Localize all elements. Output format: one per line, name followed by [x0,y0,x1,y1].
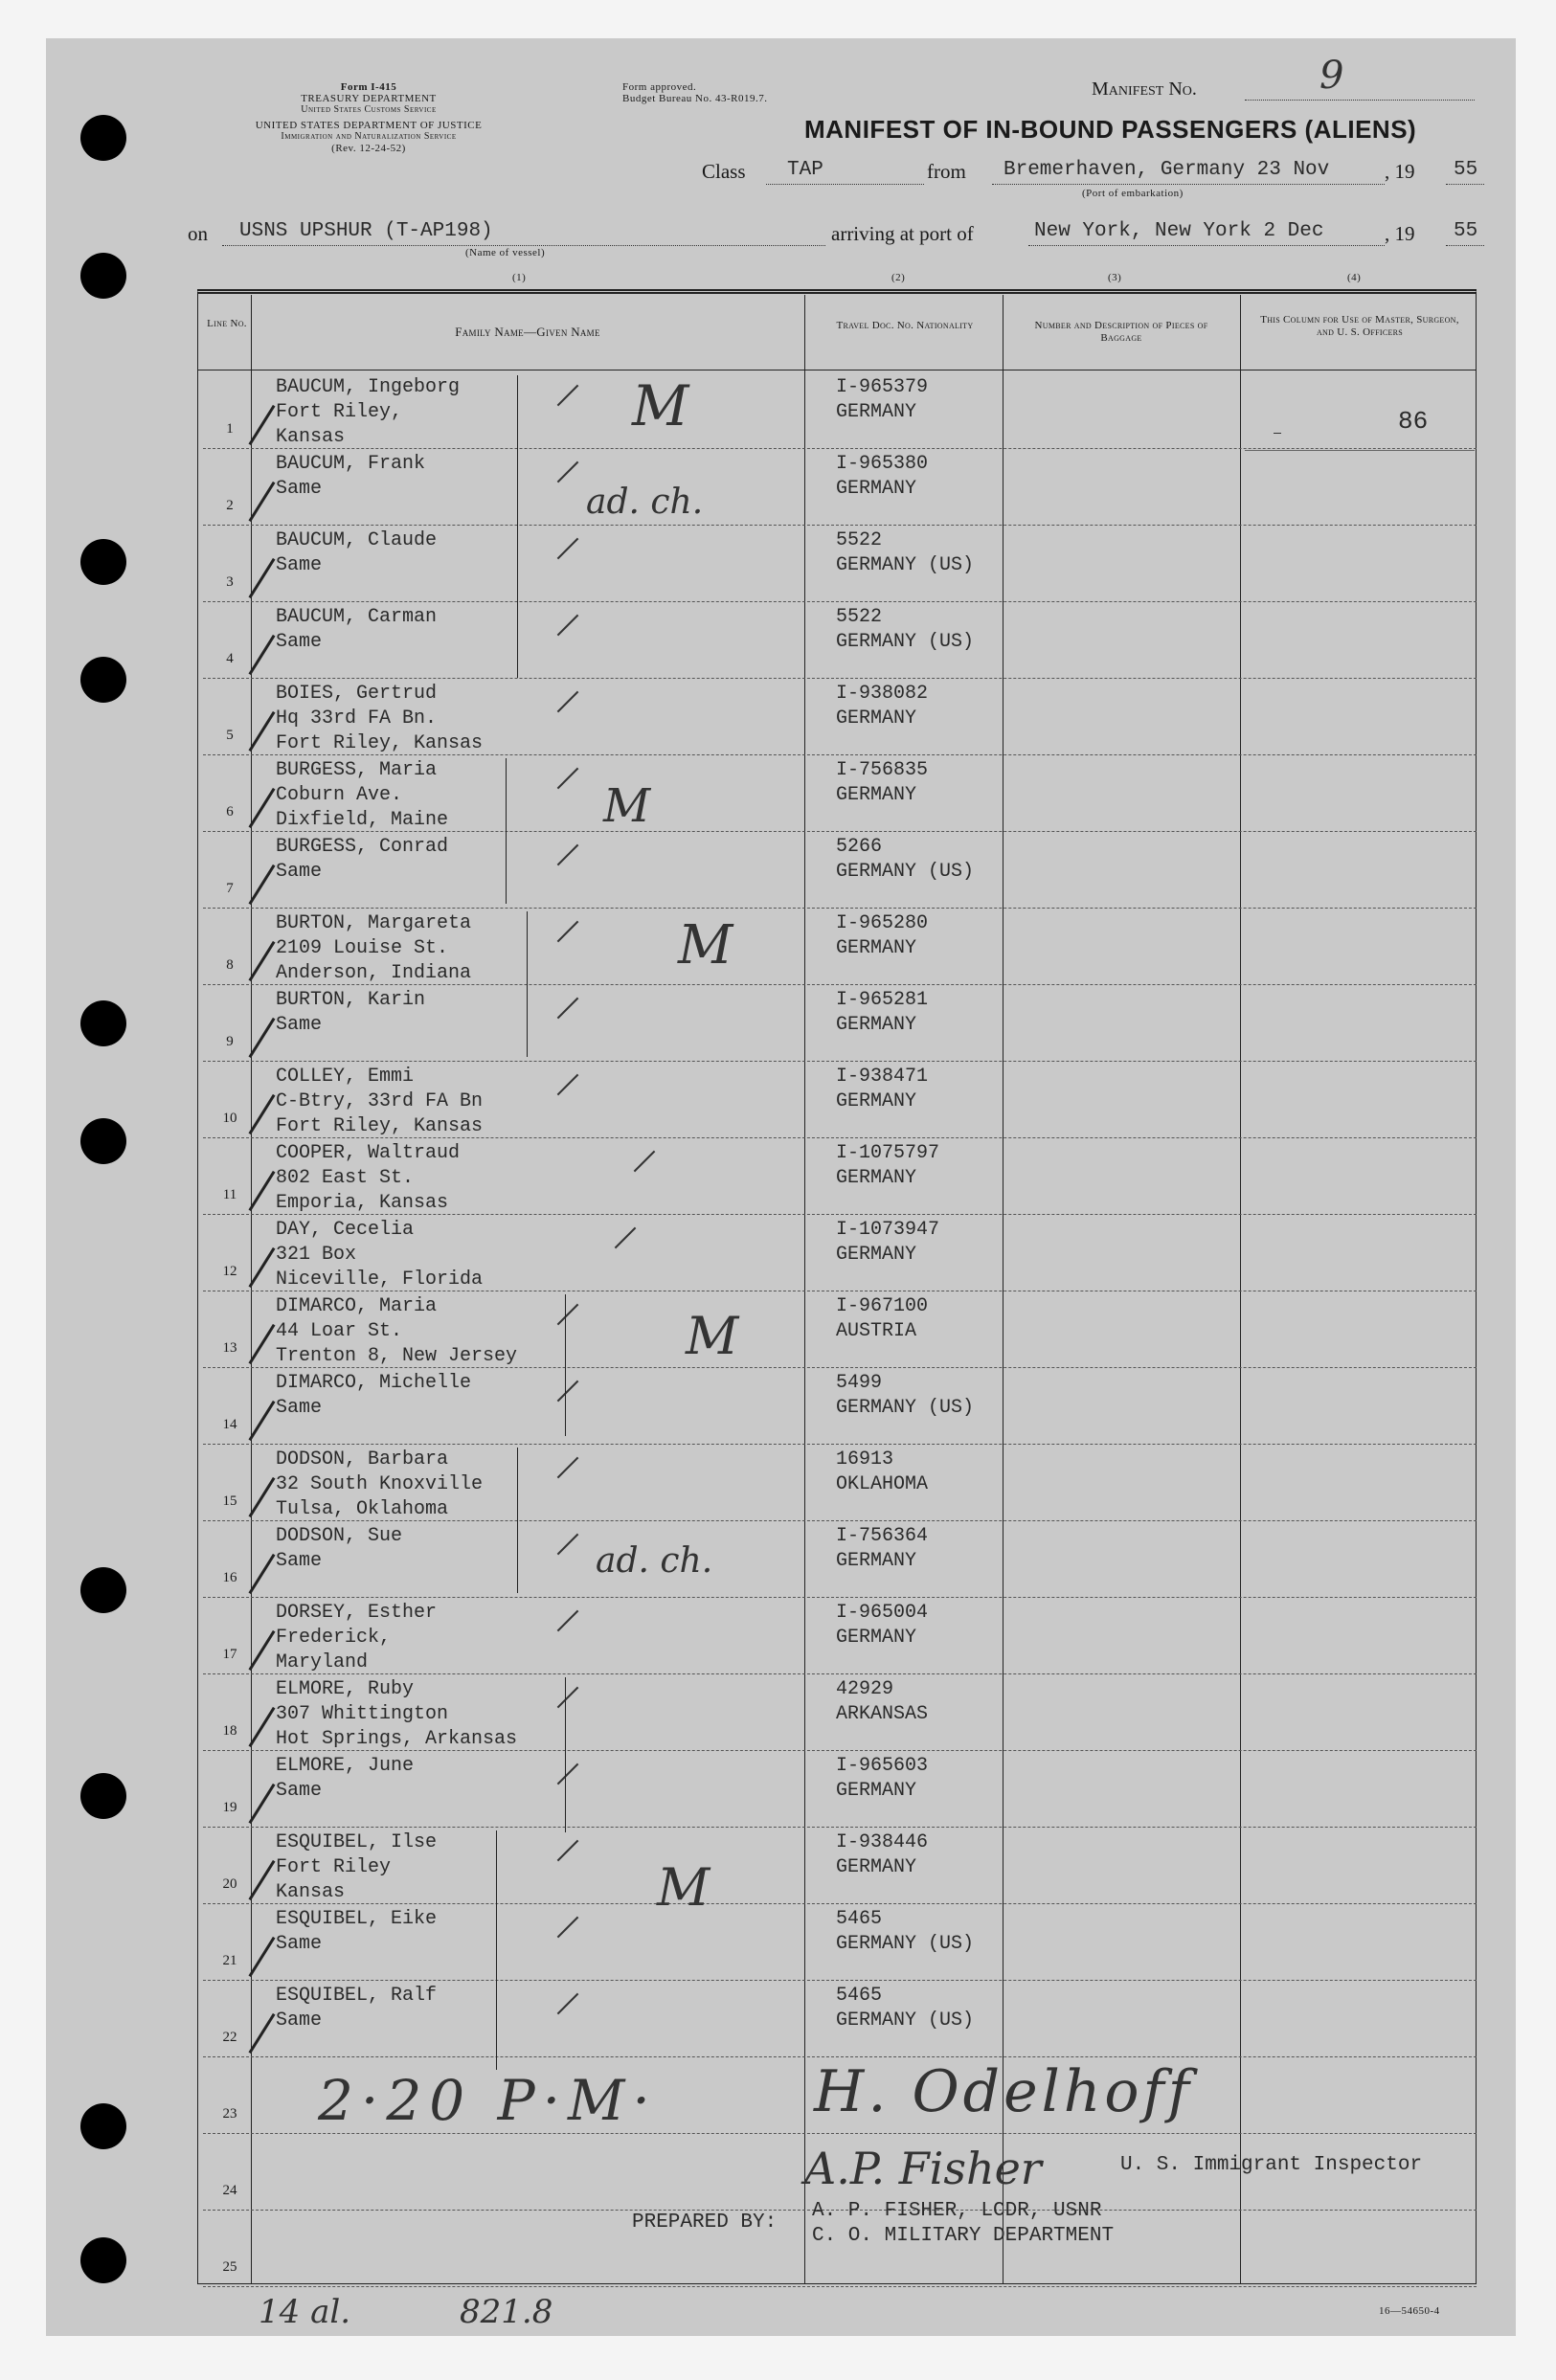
travel-doc-number: 5522 [836,529,883,551]
line-number: 12 [222,1264,237,1279]
class-line [766,184,924,185]
officer-dash [1274,433,1281,434]
passenger-name: DODSON, Barbara [276,1448,449,1471]
from-line [992,184,1385,185]
ins-service: Immigration and Naturalization Service [281,131,457,142]
family-bracket [565,1294,566,1436]
travel-doc-cell [836,1677,928,1727]
line-number: 19 [222,1800,237,1815]
passenger-name: BAUCUM, Frank [276,453,426,475]
line-number: 9 [226,1034,234,1049]
travel-doc-cell [836,1907,974,1957]
travel-doc-number: I-938471 [836,1066,929,1088]
passenger-address: Fort Riley [276,1856,392,1878]
nationality: GERMANY (US) [836,631,975,653]
passenger-name: ESQUIBEL, Ilse [276,1831,438,1853]
inspector-signature: H. Odelhoff [814,2058,1193,2125]
passenger-address [276,1038,425,1063]
passenger-address: Frederick, [276,1627,392,1649]
passenger-address [276,885,448,909]
passenger-name-cell [276,375,460,450]
from-value: Bremerhaven, Germany 23 Nov [1004,159,1330,181]
col-divider [1240,295,1241,2284]
travel-doc-number: I-756835 [836,759,929,781]
vessel-name: USNS UPSHUR (T-AP198) [239,220,493,242]
travel-doc-cell [836,605,974,655]
manifest-no-value: 9 [1319,54,1344,98]
family-bracket [527,911,528,1057]
handwritten-m: M [657,1857,710,1918]
passenger-name-cell [276,682,483,756]
passenger-address: Same [276,554,323,576]
travel-doc-cell [836,1448,928,1497]
line-number: 7 [226,881,234,896]
year2-value: 55 [1454,220,1478,242]
travel-doc-number: 5499 [836,1372,883,1394]
col-header-name: Family Name—Given Name [455,325,600,339]
travel-doc-cell [836,1830,928,1880]
arrival-line [1028,245,1385,246]
line-number: 8 [226,957,234,973]
nationality: GERMANY (US) [836,1397,975,1419]
document-title: MANIFEST OF IN-BOUND PASSENGERS (ALIENS) [804,115,1417,144]
passenger-address: Kansas [276,1881,346,1903]
nationality: GERMANY [836,707,917,730]
passenger-address: 44 Loar St. [276,1320,403,1342]
passenger-address: Same [276,1014,323,1036]
line-number: 20 [222,1876,237,1892]
passenger-name-cell [276,1448,483,1522]
travel-doc-number: I-756364 [836,1525,929,1547]
family-bracket [506,758,507,904]
passenger-name-cell [276,835,448,909]
bottom-note: 14 al. [259,2293,351,2331]
passenger-name: BAUCUM, Carman [276,606,438,628]
line-number: 13 [222,1340,237,1356]
passenger-name-cell [276,758,448,833]
line-number: 17 [222,1647,237,1662]
travel-doc-cell [836,1984,974,2033]
family-bracket [496,1830,497,2070]
travel-doc-number: 5465 [836,1908,883,1930]
passenger-name-cell [276,452,425,527]
line-number: 2 [226,498,234,513]
passenger-name-cell [276,1371,471,1446]
handwritten-ad-ch: ad. ch. [596,1541,713,1581]
passenger-address: Same [276,1780,323,1802]
col-header-officers: This Column for Use of Master, Surgeon, and U. S. Officers [1260,314,1459,338]
passenger-name-cell [276,1141,460,1216]
form-approval [622,81,767,104]
travel-doc-number: I-938082 [836,683,929,705]
passenger-name-cell [276,528,437,603]
punch-hole [80,2237,126,2283]
arriving-label: arriving at port of [831,222,974,245]
port-caption: (Port of embarkation) [1082,188,1184,199]
prepared-dept: C. O. MILITARY DEPARTMENT [812,2225,1115,2247]
passenger-address: Niceville, Florida [276,1269,484,1291]
travel-doc-cell [836,1294,928,1344]
nationality: GERMANY [836,784,917,806]
nationality: GERMANY [836,1244,917,1266]
passenger-address [276,2033,437,2058]
passenger-name: BURTON, Margareta [276,912,472,934]
passenger-address: Tulsa, Oklahoma [276,1498,449,1520]
punch-hole [80,1000,126,1046]
passenger-address: 32 South Knoxville [276,1473,484,1495]
col-number-3: (3) [1108,272,1122,283]
travel-doc-number: 5465 [836,1985,883,2007]
arrival-port: New York, New York 2 Dec [1034,220,1324,242]
prepared-label: PREPARED BY: [632,2212,778,2234]
customs-service: United States Customs Service [301,104,437,115]
line-number: 4 [226,651,234,666]
nationality: GERMANY [836,1550,917,1572]
passenger-address: Trenton 8, New Jersey [276,1345,518,1367]
line-number: 24 [222,2183,237,2198]
line-number: 11 [222,1187,237,1202]
passenger-name: DIMARCO, Michelle [276,1372,472,1394]
passenger-address: Same [276,631,323,653]
passenger-name-cell [276,605,437,680]
travel-doc-cell [836,1371,974,1421]
row-divider [203,2286,1477,2287]
punch-hole [80,253,126,299]
passenger-address [276,1574,402,1599]
from-label: from [927,160,966,183]
passenger-name-cell [276,1065,483,1139]
col-header-line-no: Line No. [207,318,247,329]
budget-bureau: Budget Bureau No. 43-R019.7. [622,93,768,104]
nationality: OKLAHOMA [836,1473,929,1495]
year1-prefix: , 19 [1385,160,1415,183]
passenger-name: ELMORE, Ruby [276,1678,415,1700]
passenger-address: Anderson, Indiana [276,962,472,984]
passenger-address: 307 Whittington [276,1703,449,1725]
passenger-address: Dixfield, Maine [276,809,449,831]
line-number: 14 [222,1417,237,1432]
punch-hole [80,657,126,703]
officer-entry: 86 [1398,407,1429,436]
form-header-left [182,81,555,154]
travel-doc-cell [836,682,928,731]
passenger-name-cell [276,1907,437,1982]
passenger-address: Same [276,2010,323,2032]
passenger-address: Fort Riley, Kansas [276,1115,484,1137]
passenger-name: BAUCUM, Claude [276,529,438,551]
passenger-name-cell [276,1984,437,2058]
passenger-name-cell [276,1830,437,1905]
nationality: GERMANY [836,1090,917,1112]
nationality: AUSTRIA [836,1320,917,1342]
class-value: TAP [787,159,823,181]
travel-doc-number: I-965004 [836,1602,929,1624]
passenger-address: Same [276,1933,323,1955]
travel-doc-cell [836,375,928,425]
line-number: 16 [222,1570,237,1585]
manifest-no-line [1245,100,1475,101]
passenger-name: BURGESS, Conrad [276,836,449,858]
nationality: GERMANY [836,1167,917,1189]
travel-doc-number: I-965380 [836,453,929,475]
travel-doc-cell [836,1524,928,1574]
line-number: 3 [226,574,234,590]
handwritten-m: M [686,1306,739,1366]
col-number-4: (4) [1347,272,1362,283]
passenger-name: DAY, Cecelia [276,1219,415,1241]
passenger-address: C-Btry, 33rd FA Bn [276,1090,484,1112]
officer-rule [1245,450,1475,451]
line-number: 6 [226,804,234,820]
travel-doc-cell [836,1601,928,1650]
year2-line [1446,245,1484,246]
passenger-name-cell [276,988,425,1063]
nationality: GERMANY [836,937,917,959]
vessel-caption: (Name of vessel) [465,247,546,258]
form-approved: Form approved. [622,81,697,93]
line-number: 5 [226,728,234,743]
line-number: 18 [222,1723,237,1739]
treasury-dept: TREASURY DEPARTMENT [301,93,437,104]
nationality: GERMANY [836,1627,917,1649]
handwritten-m: M [678,914,733,977]
nationality: GERMANY [836,401,917,423]
nationality: GERMANY (US) [836,1933,975,1955]
travel-doc-cell [836,758,928,808]
passenger-name-cell [276,911,471,986]
passenger-address [276,1804,414,1829]
line-number: 1 [226,421,234,437]
passenger-name: DIMARCO, Maria [276,1295,438,1317]
travel-doc-number: I-1075797 [836,1142,940,1164]
travel-doc-number: I-965281 [836,989,929,1011]
travel-doc-cell [836,1141,939,1191]
passenger-address: Hot Springs, Arkansas [276,1728,518,1750]
passenger-name-cell [276,1677,517,1752]
row-divider [203,2133,1477,2134]
revision: (Rev. 12-24-52) [331,143,406,154]
passenger-address [276,655,437,680]
passenger-name: DORSEY, Esther [276,1602,438,1624]
year2-prefix: , 19 [1385,222,1415,245]
line-number: 21 [222,1953,237,1968]
passenger-name: BURGESS, Maria [276,759,438,781]
travel-doc-cell [836,452,928,502]
nationality: GERMANY (US) [836,2010,975,2032]
vessel-line [222,245,825,246]
travel-doc-cell [836,1218,939,1268]
travel-doc-cell [836,988,928,1038]
travel-doc-cell [836,1754,928,1804]
nationality: GERMANY [836,1856,917,1878]
passenger-name: COOPER, Waltraud [276,1142,461,1164]
printer-code: 16—54650-4 [1379,2305,1440,2317]
passenger-address: Same [276,478,323,500]
passenger-name: ESQUIBEL, Eike [276,1908,438,1930]
passenger-address [276,1957,437,1982]
family-bracket [517,1448,518,1593]
handwritten-m: M [603,779,651,833]
line-number: 10 [222,1111,237,1126]
col-number-2: (2) [891,272,906,283]
justice-dept: UNITED STATES DEPARTMENT OF JUSTICE [255,120,483,131]
year1-line [1446,184,1484,185]
class-label: Class [702,160,746,183]
passenger-address: 2109 Louise St. [276,937,449,959]
passenger-name: ELMORE, June [276,1755,415,1777]
inspector-label: U. S. Immigrant Inspector [1120,2154,1423,2176]
handwritten-ad-ch: ad. ch. [586,483,704,522]
passenger-address: 802 East St. [276,1167,415,1189]
passenger-name-cell [276,1524,402,1599]
passenger-address: Kansas [276,426,346,448]
travel-doc-number: I-965379 [836,376,929,398]
nationality: GERMANY [836,1780,917,1802]
col-number-1: (1) [512,272,527,283]
passenger-address: Same [276,1397,323,1419]
travel-doc-cell [836,1065,928,1114]
travel-doc-cell [836,911,928,961]
travel-doc-number: 5522 [836,606,883,628]
manifest-no-label: Manifest No. [1092,79,1197,100]
travel-doc-number: I-1073947 [836,1219,940,1241]
travel-doc-number: I-967100 [836,1295,929,1317]
passenger-address: Coburn Ave. [276,784,403,806]
family-bracket [565,1677,566,1832]
handwritten-m: M [632,373,689,438]
passenger-address [276,578,437,603]
travel-doc-number: I-938446 [836,1831,929,1853]
col-header-baggage: Number and Description of Pieces of Baggage [1034,320,1208,344]
passenger-address: 321 Box [276,1244,357,1266]
nationality: GERMANY [836,478,917,500]
travel-doc-cell [836,835,974,885]
punch-hole [80,1118,126,1164]
travel-doc-number: 5266 [836,836,883,858]
travel-doc-number: 42929 [836,1678,894,1700]
bottom-note: 821.8 [460,2293,553,2331]
passenger-name-cell [276,1294,517,1369]
punch-hole [80,115,126,161]
passenger-name: BOIES, Gertrud [276,683,438,705]
col-header-travel-doc: Travel Doc. No. Nationality [836,320,974,331]
passenger-name-cell [276,1218,483,1292]
punch-hole [80,2103,126,2149]
passenger-address: Same [276,861,323,883]
line-number: 15 [222,1493,237,1509]
preparer-signature: A.P. Fisher [804,2143,1042,2194]
passenger-name: ESQUIBEL, Ralf [276,1985,438,2007]
punch-hole [80,539,126,585]
nationality: GERMANY (US) [836,861,975,883]
family-bracket [517,375,518,678]
on-label: on [188,222,208,245]
travel-doc-number: 16913 [836,1448,894,1471]
travel-doc-cell [836,528,974,578]
passenger-address: Hq 33rd FA Bn. [276,707,438,730]
passenger-address: Fort Riley, [276,401,403,423]
passenger-name: BAUCUM, Ingeborg [276,376,461,398]
line-number: 25 [222,2259,237,2275]
form-number: Form I-415 [340,81,397,93]
passenger-address: Fort Riley, Kansas [276,732,484,754]
col-divider [804,295,805,2284]
passenger-address [276,1421,471,1446]
passenger-name-cell [276,1601,437,1675]
passenger-address [276,502,425,527]
nationality: ARKANSAS [836,1703,929,1725]
passenger-address: Maryland [276,1651,369,1673]
travel-doc-number: I-965280 [836,912,929,934]
nationality: GERMANY [836,1014,917,1036]
handwritten-time: 2·20 P·M· [318,2068,658,2133]
passenger-address: Same [276,1550,323,1572]
line-number: 23 [222,2106,237,2122]
prepared-name: A. P. FISHER, LCDR, USNR [812,2200,1102,2222]
passenger-name-cell [276,1754,414,1829]
punch-hole [80,1567,126,1613]
passenger-name: COLLEY, Emmi [276,1066,415,1088]
nationality: GERMANY (US) [836,554,975,576]
line-number: 22 [222,2030,237,2045]
passenger-address: Emporia, Kansas [276,1192,449,1214]
col-divider [1003,295,1004,2284]
passenger-name: BURTON, Karin [276,989,426,1011]
year1-value: 55 [1454,159,1478,181]
punch-hole [80,1773,126,1819]
passenger-name: DODSON, Sue [276,1525,403,1547]
travel-doc-number: I-965603 [836,1755,929,1777]
